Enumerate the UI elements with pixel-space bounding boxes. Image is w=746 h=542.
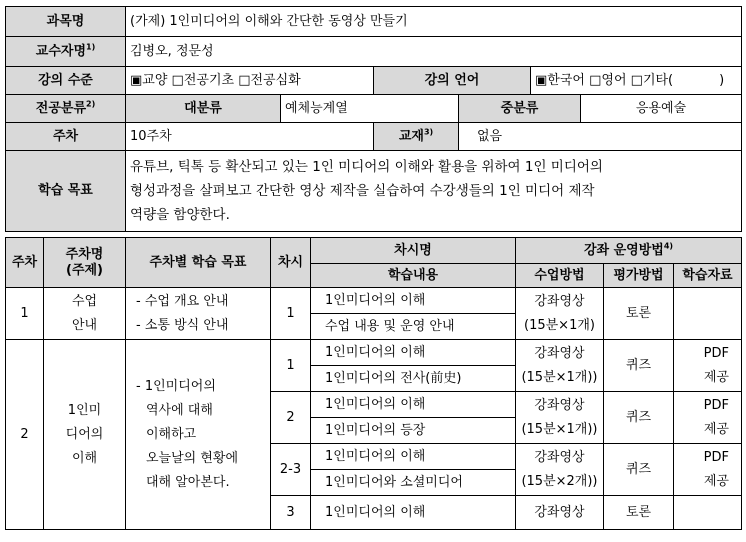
week2-s2-eval: 퀴즈	[604, 392, 674, 444]
week1-method: 강좌영상 (15분×1개)	[516, 288, 604, 340]
week1-goals: - 수업 개요 안내 - 소통 방식 안내	[126, 288, 271, 340]
col-eval: 평가방법	[604, 264, 674, 288]
week2-s1-method: 강좌영상 (15분×1개))	[516, 340, 604, 392]
mid-category-label: 중분류	[459, 95, 581, 123]
week2-s1-content-1: 1인미디어의 이해	[311, 340, 516, 366]
week1-material	[674, 288, 742, 340]
week2-s4-eval: 토론	[604, 496, 674, 530]
level-label: 강의 수준	[6, 67, 126, 95]
week2-s1-material: PDF 제공	[674, 340, 742, 392]
level-options	[126, 67, 374, 95]
week2-s4-method: 강좌영상	[516, 496, 604, 530]
week1-topic: 수업 안내	[44, 288, 126, 340]
goal-line-2: 형성과정을 살펴보고 간단한 영상 제작을 실습하여 수강생들의 1인 미디어 제작	[130, 183, 595, 199]
week2-s1-eval: 퀴즈	[604, 340, 674, 392]
lang-option-other: □기타(	[630, 72, 674, 88]
textbook-label: 교재$^{3)}$	[374, 123, 459, 151]
course-name-value: (가제) 1인미디어의 이해와 간단한 동영상 만들기	[126, 7, 742, 37]
week2-s3-method: 강좌영상 (15분×2개))	[516, 444, 604, 496]
col-session-name: 차시명	[311, 238, 516, 264]
week2-s3-material: PDF 제공	[674, 444, 742, 496]
lang-option-english: □영어	[589, 72, 627, 88]
week1-session: 1	[271, 288, 311, 340]
week1-num: 1	[6, 288, 44, 340]
level-option-major-advanced: □전공심화	[238, 72, 301, 88]
week2-s1-content-2: 1인미디어의 전사(前史)	[311, 366, 516, 392]
week2-s3-session: 2-3	[271, 444, 311, 496]
week2-s3-eval: 퀴즈	[604, 444, 674, 496]
week2-s2-content-2: 1인미디어의 등장	[311, 418, 516, 444]
learning-goal-text	[126, 151, 742, 232]
textbook-value: 없음	[459, 123, 742, 151]
week1-content-1: 1인미디어의 이해	[311, 288, 516, 314]
col-topic: 주차명 (주제)	[44, 238, 126, 288]
week2-s3-content-1: 1인미디어의 이해	[311, 444, 516, 470]
week2-s2-session: 2	[271, 392, 311, 444]
goal-line-1: 유튜브, 틱톡 등 확산되고 있는 1인 미디어의 이해와 활용을 위하여 1인 미디어의	[130, 159, 603, 175]
big-category-label: 대분류	[126, 95, 281, 123]
week2-topic: 1인미 디어의 이해	[44, 340, 126, 530]
col-method: 수업방법	[516, 264, 604, 288]
big-category-value: 예체능계열	[281, 95, 459, 123]
professor-value: 김병오, 정문성	[126, 37, 742, 67]
course-info-table	[5, 6, 742, 232]
col-week: 주차	[6, 238, 44, 288]
week2-s4-material	[674, 496, 742, 530]
week2-goals: - 1인미디어의 역사에 대해 이해하고 오늘날의 현황에 대해 알아본다.	[126, 340, 271, 530]
lang-option-korean: ▣한국어	[535, 72, 585, 88]
language-options: ▣한국어 □영어 □기타( )	[531, 67, 742, 95]
week2-s2-content-1: 1인미디어의 이해	[311, 392, 516, 418]
week2-num: 2	[6, 340, 44, 530]
major-label: 전공분류$^{2)}$	[6, 95, 126, 123]
week2-s2-method: 강좌영상 (15분×1개))	[516, 392, 604, 444]
professor-label: 교수자명$^{1)}$	[6, 37, 126, 67]
week2-s4-content-1: 1인미디어의 이해	[311, 496, 516, 530]
col-content: 학습내용	[311, 264, 516, 288]
week-count-label: 주차	[6, 123, 126, 151]
level-option-major-basic: □전공기초	[171, 72, 235, 88]
language-label: 강의 언어	[374, 67, 531, 95]
col-material: 학습자료	[674, 264, 742, 288]
learning-goal-label: 학습 목표	[6, 151, 126, 232]
level-option-liberal: ▣교양	[130, 72, 168, 88]
col-week-goal: 주차별 학습 목표	[126, 238, 271, 288]
week2-s3-content-2: 1인미디어와 소셜미디어	[311, 470, 516, 496]
col-method-group: 강좌 운영방법$^{4)}$	[516, 238, 742, 264]
course-name-label: 과목명	[6, 7, 126, 37]
week1-eval: 토론	[604, 288, 674, 340]
week2-s1-session: 1	[271, 340, 311, 392]
col-session: 차시	[271, 238, 311, 288]
goal-line-3: 역량을 함양한다.	[130, 207, 230, 223]
week-count-value: 10주차	[126, 123, 374, 151]
week1-content-2: 수업 내용 및 운영 안내	[311, 314, 516, 340]
schedule-table	[5, 237, 742, 530]
mid-category-value: 응용예술	[581, 95, 742, 123]
week2-s2-material: PDF 제공	[674, 392, 742, 444]
week2-s4-session: 3	[271, 496, 311, 530]
